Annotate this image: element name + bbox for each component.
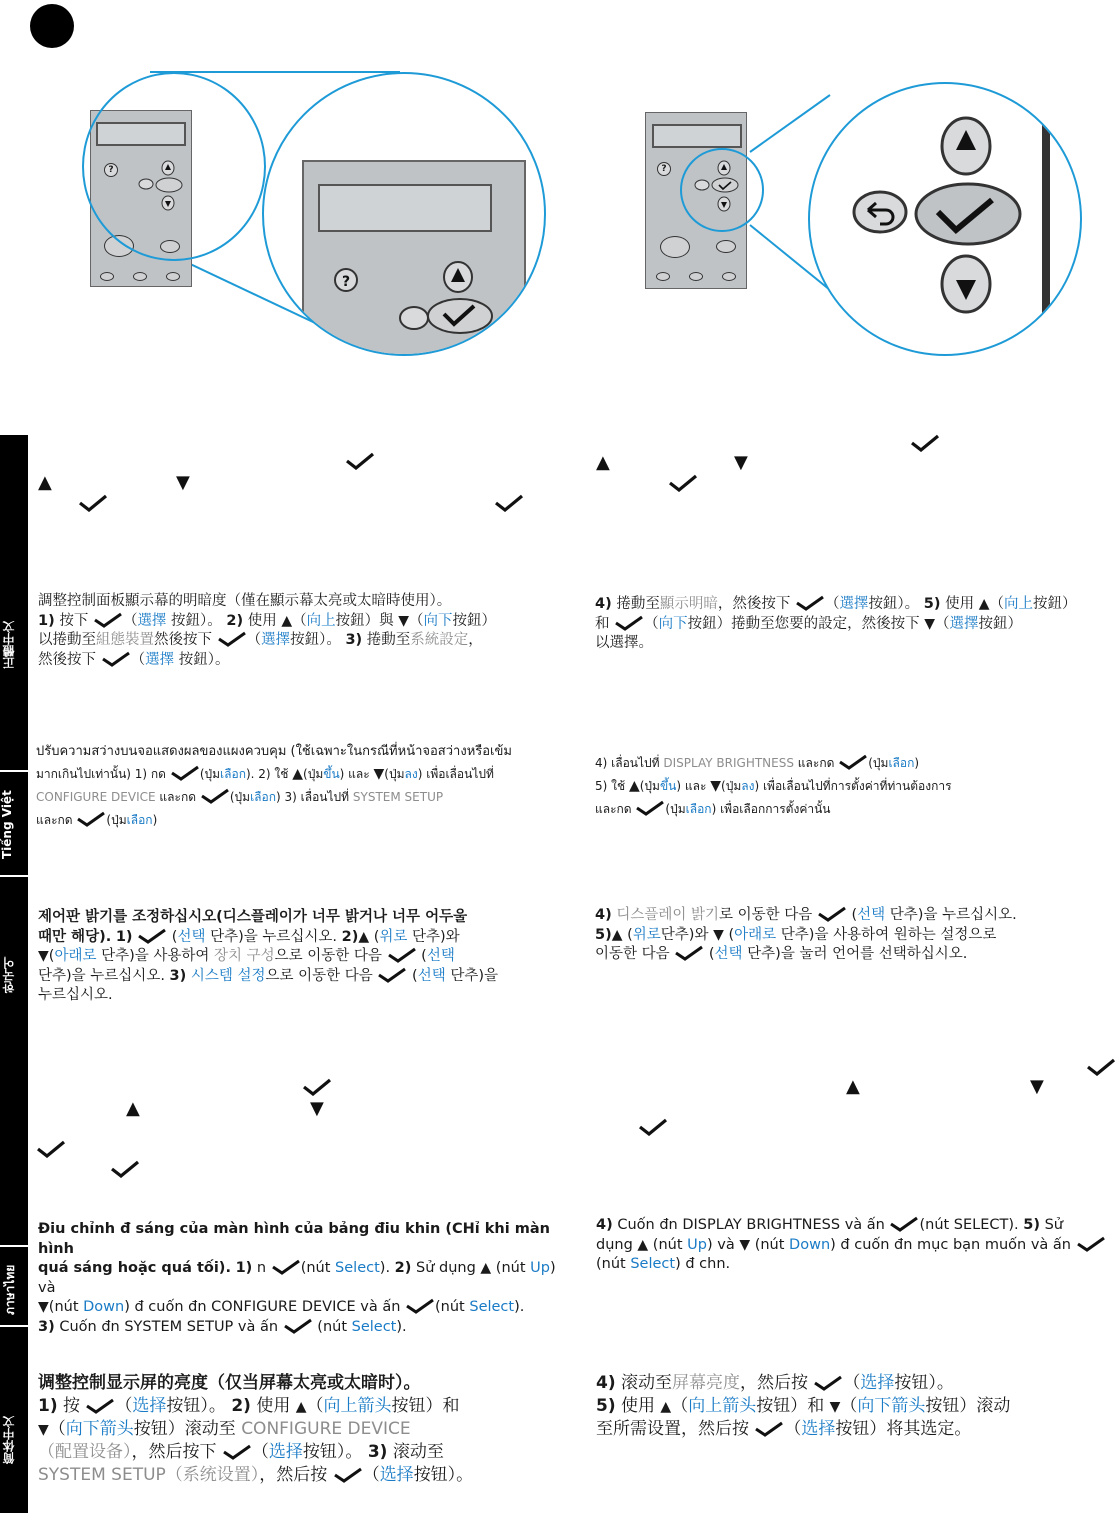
- up-arrow-icon: ▲: [126, 1098, 140, 1119]
- up-arrow-icon: ▲: [281, 612, 293, 629]
- select-check-icon: [93, 612, 123, 628]
- up-arrow-icon: ▲: [596, 452, 610, 473]
- select-check-icon: [910, 434, 940, 452]
- small-led-2: [133, 272, 147, 281]
- tab-cn: 简体中文: [2, 1416, 16, 1464]
- select-check-icon: [638, 1118, 668, 1136]
- select-check-icon: [101, 651, 131, 667]
- up-arrow-icon: ▲: [978, 596, 990, 612]
- up-arrow-icon: ▲: [295, 1399, 307, 1415]
- up-arrow-icon: ▲: [628, 778, 640, 794]
- select-check-icon: [222, 1444, 252, 1460]
- down-arrow-icon: ▼: [739, 1236, 751, 1253]
- down-arrow-icon: ▼: [38, 948, 49, 964]
- select-check-icon: [494, 494, 524, 512]
- up-arrow-icon: ▲: [38, 472, 52, 493]
- select-check-icon: [1076, 1236, 1106, 1252]
- tab-divider-3: [0, 1245, 28, 1247]
- zoom-ring-left: [262, 72, 546, 356]
- down-arrow-icon: ▼: [38, 1299, 49, 1315]
- select-check-icon: [674, 945, 704, 961]
- tab-divider-4: [0, 1325, 28, 1327]
- down-arrow-icon: ▼: [713, 926, 724, 943]
- tab-ko: 한국어: [2, 957, 16, 993]
- down-arrow-icon: ▼: [310, 1098, 324, 1119]
- cn-left-paragraph: 调整控制显示屏的亮度（仅当屏幕太亮或太暗时）。 1) 按 （选择按钮）。 2) 使用 ▲（向上箭头按钮）和 ▼（向下箭头按钮）滚动至 CONFIGURE DEVICE （配置设备），然后按下 （选择按钮）。 3) 滚动至 SYSTEM SETUP（系统设置），然后按 （选择按钮）。: [38, 1373, 474, 1485]
- select-check-icon: [333, 1467, 363, 1483]
- up-arrow-icon: ▲: [637, 1236, 649, 1253]
- tab-tw: 正體中文: [2, 621, 16, 669]
- ko-right-paragraph: 4) 디스플레이 밝기로 이동한 다음 (선택 단추)을 누르십시오. 5)▲ (위로단추)와 ▼ (아래로 단추)을 사용하여 원하는 설정으로 이동한 다음 (선택 단추)을 눌러 언어를 선택하십시오.: [595, 907, 1017, 962]
- right-illustration: [560, 0, 1120, 400]
- tw-right-paragraph: 4) 捲動至顯示明暗，然後按下 （選擇按鈕）。 5) 使用 ▲（向上按鈕） 和 （向下按鈕）捲動至您要的設定，然後按下 ▼（選擇按鈕） 以選擇。: [595, 596, 1077, 651]
- small-oval-left-r: [660, 236, 690, 258]
- select-check-icon: [795, 595, 825, 611]
- up-arrow-icon: ▲: [292, 766, 304, 782]
- select-check-icon: [137, 928, 167, 944]
- tab-vi: Tiếng Việt: [0, 790, 14, 860]
- vi-right-paragraph: 4) Cuốn đn DISPLAY BRIGHTNESS và ấn (nút SELECT). 5) Sử dụng ▲ (nút Up) và ▼ (nút Down) đ cuốn đn mục bạn muốn và ấn (nút Select) đ chn.: [596, 1216, 1111, 1275]
- select-check-icon: [170, 765, 200, 781]
- select-check-icon: [813, 1375, 843, 1391]
- lcd-small-right: [652, 124, 742, 148]
- select-check-icon: [754, 1421, 784, 1437]
- select-check-icon: [345, 452, 375, 470]
- help-icon-right: ?: [657, 162, 671, 176]
- down-arrow-icon: ▼: [710, 778, 722, 794]
- ring-small-right: [680, 148, 764, 232]
- small-oval-right-r: [716, 240, 736, 253]
- select-check-icon: [283, 1318, 313, 1334]
- down-arrow-icon: ▼: [176, 472, 190, 493]
- select-check-icon: [271, 1259, 301, 1275]
- svg-text:?: ?: [341, 274, 351, 290]
- left-illustration: [0, 0, 560, 400]
- tw-left-title: 調整控制面板顯示幕的明暗度（僅在顯示幕太亮或太暗時使用）。: [38, 593, 452, 609]
- tab-divider-2: [0, 875, 28, 877]
- select-check-icon: [76, 811, 106, 827]
- small-led-3: [166, 272, 180, 281]
- th-right-paragraph: 4) เลื่อนไปที่ DISPLAY BRIGHTNESS และกด (ปุ่มเลือก) 5) ใช้ ▲(ปุ่มขึ้น) และ ▼(ปุ่มลง) เพื่อเลื่อนไปที่การตั้งค่าที่ท่านต้องการ และกด (ปุ่มเลือก) เพื่อเลือกการตั้งค่านั้น: [595, 756, 952, 816]
- select-check-icon: [1086, 1058, 1116, 1076]
- help-icon: ?: [104, 163, 118, 177]
- up-arrow-icon: ▲: [660, 1399, 672, 1415]
- tab-th: ภาษาไทย: [3, 1264, 17, 1316]
- down-arrow-icon: ▼: [734, 452, 748, 473]
- down-arrow-icon: ▼: [38, 1422, 49, 1438]
- select-check-icon: [405, 1298, 435, 1314]
- down-arrow-icon: ▼: [398, 612, 410, 629]
- ko-left-paragraph: 제어판 밝기를 조정하십시오(디스플레이가 너무 밝거나 너무 어두울 때만 해당). 1) (선택 단추)을 누르십시오. 2)▲ (위로 단추)와 ▼(아래로 단추)을 사용하여 장치 구성으로 이동한 다음 (선택 단추)을 누르십시오. 3) 시스템 설정으로 이동한 다음 (선택 단추)을 누르십시오.: [38, 909, 499, 1003]
- up-arrow-icon: ▲: [611, 926, 623, 943]
- select-check-icon: [200, 788, 230, 804]
- up-arrow-icon: ▲: [846, 1076, 860, 1097]
- tab-divider-1: [0, 770, 28, 772]
- zoom-ring-right: [808, 82, 1082, 356]
- up-arrow-icon: ▲: [358, 928, 370, 945]
- ring-small: [82, 72, 266, 261]
- small-led-3-r: [722, 272, 736, 281]
- select-check-icon: [668, 474, 698, 492]
- select-check-icon: [85, 1398, 115, 1414]
- select-check-icon: [302, 1078, 332, 1096]
- th-left-paragraph: ปรับความสว่างบนจอแสดงผลของแผงควบคุม (ใช้เฉพาะในกรณีที่หน้าจอสว่างหรือเข้ม มากเกินไปเท่านั้น) 1) กด (ปุ่มเลือก). 2) ใช้ ▲(ปุ่มขึ้น) และ ▼(ปุ่มลง) เพื่อเลื่อนไปที่ CONFIGURE DEVICE และกด (ปุ่มเลือก) 3) เลื่อนไปที่ SYSTEM SETUP และกด (ปุ่มเลือก): [36, 744, 512, 827]
- small-led-2-r: [689, 272, 703, 281]
- select-check-icon: [217, 631, 247, 647]
- down-arrow-icon: ▼: [373, 766, 385, 782]
- down-arrow-icon: ▼: [1030, 1076, 1044, 1097]
- small-led-1-r: [656, 272, 670, 281]
- up-arrow-icon: ▲: [480, 1260, 492, 1276]
- vi-left-paragraph: Điu chỉnh đ sáng của màn hình của bảng điu khin (CHỉ khi màn hình quá sáng hoặc quá tối). 1) n (nút Select). 2) Sử dụng ▲ (nút Up) và ▼(nút Down) đ cuốn đn CONFIGURE DEVICE và ấn (nút Select). 3) Cuốn đn SYSTEM SETUP và ấn (nút Select).: [38, 1221, 556, 1335]
- select-check-icon: [387, 947, 417, 963]
- select-check-icon: [36, 1140, 66, 1158]
- select-check-icon: [889, 1216, 919, 1232]
- small-led-1: [100, 272, 114, 281]
- select-check-icon: [614, 615, 644, 631]
- down-arrow-icon: ▼: [829, 1399, 841, 1415]
- down-arrow-icon: ▼: [924, 615, 935, 632]
- select-check-icon: [838, 754, 868, 770]
- tw-left-paragraph: 調整控制面板顯示幕的明暗度（僅在顯示幕太亮或太暗時使用）。 1) 按下 （選擇 按鈕）。 2) 使用 ▲（向上按鈕）與 ▼（向下按鈕） 以捲動至組態裝置然後按下 （選擇按鈕）。 3) 捲動至系統設定， 然後按下 （選擇 按鈕）。: [38, 592, 558, 670]
- cn-right-paragraph: 4) 滚动至屏幕亮度，然后按 （选择按钮）。 5) 使用 ▲（向上箭头按钮）和 ▼（向下箭头按钮）滚动 至所需设置，然后按 （选择按钮）将其选定。: [596, 1373, 1011, 1439]
- select-check-icon: [377, 967, 407, 983]
- select-check-icon: [817, 906, 847, 922]
- select-check-icon: [78, 494, 108, 512]
- select-check-icon: [110, 1160, 140, 1178]
- select-check-icon: [635, 800, 665, 816]
